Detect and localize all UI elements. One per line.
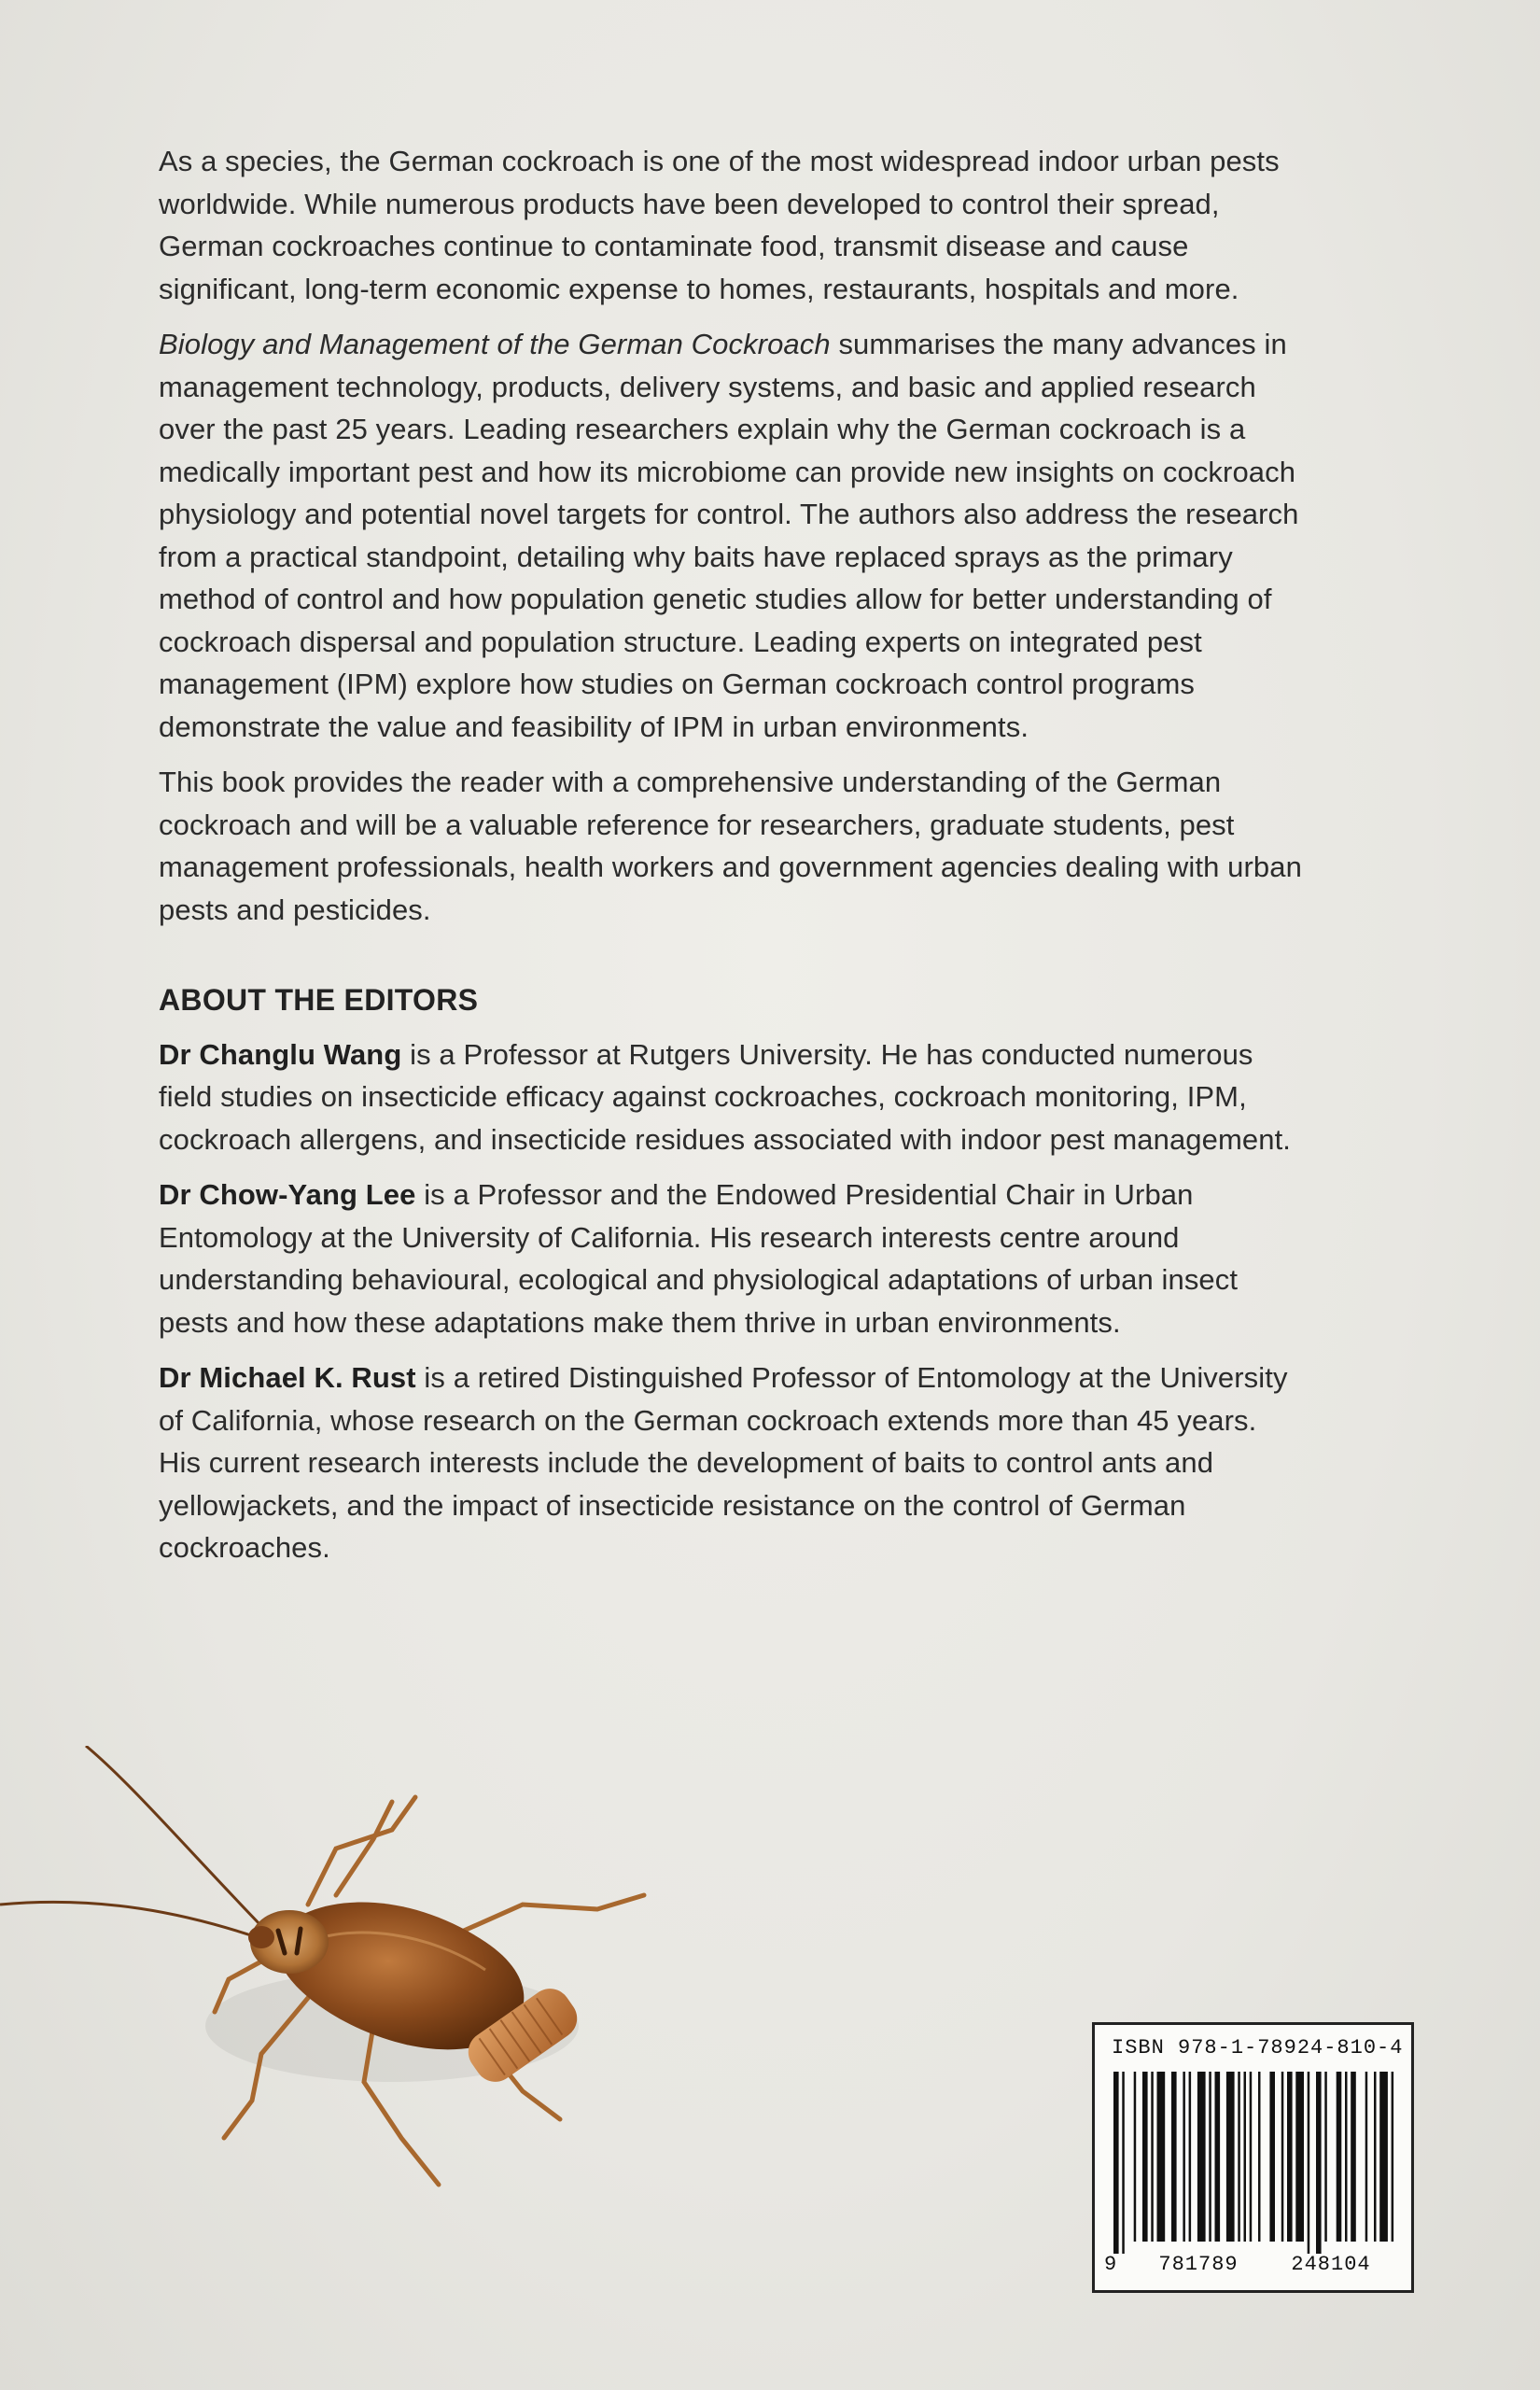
editor-bio xyxy=(159,1033,1307,1161)
barcode-bar xyxy=(1151,2072,1154,2242)
editor-name: Dr Chow-Yang Lee xyxy=(159,1178,416,1211)
barcode-bar xyxy=(1250,2072,1253,2242)
barcode-bar xyxy=(1209,2072,1211,2242)
barcode-bar xyxy=(1345,2072,1348,2242)
barcode-bar xyxy=(1238,2072,1240,2242)
isbn-label: ISBN 978-1-78924-810-4 xyxy=(1112,2036,1404,2060)
barcode-digits xyxy=(1104,2253,1397,2276)
barcode-bar xyxy=(1379,2072,1388,2242)
back-cover-text xyxy=(159,140,1307,1582)
barcode-bar xyxy=(1215,2072,1221,2242)
cockroach-illustration xyxy=(0,1746,672,2269)
barcode-bar xyxy=(1183,2072,1185,2242)
barcode-bar xyxy=(1142,2072,1148,2242)
blurb-paragraph-2-body: summarises the many advances in management technology, products, delivery systems, and basic and applied research over the past 25 years. Leading researchers explain why the German cockroach is a medically important pest and how its microbiome can provide new insights on cockroach physiology and potential novel targets for control. The authors also address the research from a practical standpoint, detailing why baits have replaced sprays as the primary method of control and how population genetic studies allow for better understanding of cockroach dispersal and population structure. Leading experts on integrated pest management (IPM) explore how studies on German cockroach control programs demonstrate the value and feasibility of IPM in urban environments. xyxy=(159,328,1299,743)
barcode-bar xyxy=(1134,2072,1137,2242)
barcode-left-digits: 781789 xyxy=(1158,2253,1239,2276)
blurb-paragraph-1: As a species, the German cockroach is one of the most widespread indoor urban pests worldwide. While numerous products have been developed to control their spread, German cockroaches continue to contaminate food, transmit disease and cause significant, long-term economic expense to homes, restaurants, hospitals and more. xyxy=(159,145,1280,305)
barcode-bar xyxy=(1226,2072,1235,2242)
barcode-bar xyxy=(1316,2072,1322,2254)
barcode-bar xyxy=(1324,2072,1327,2242)
barcode-bar xyxy=(1365,2072,1368,2242)
barcode-bar xyxy=(1157,2072,1166,2242)
barcode-bar xyxy=(1295,2072,1304,2242)
blurb-paragraph-2 xyxy=(159,323,1307,748)
barcode-bar xyxy=(1351,2072,1356,2242)
isbn-barcode-box xyxy=(1092,2022,1414,2293)
barcode-bar xyxy=(1374,2072,1377,2242)
barcode-bar xyxy=(1392,2072,1394,2242)
barcode-lead-digit: 9 xyxy=(1104,2253,1117,2276)
editor-bio xyxy=(159,1357,1307,1569)
barcode-bar xyxy=(1308,2072,1310,2254)
barcode-bar xyxy=(1122,2072,1125,2254)
barcode-bar xyxy=(1281,2072,1284,2242)
barcode-bar xyxy=(1258,2072,1261,2242)
barcode-bar xyxy=(1171,2072,1177,2242)
editor-name: Dr Changlu Wang xyxy=(159,1037,402,1071)
barcode-bar xyxy=(1337,2072,1342,2242)
barcode-bar xyxy=(1269,2072,1275,2242)
barcode-bar xyxy=(1197,2072,1206,2242)
editor-description: is a Professor at Rutgers University. He has conducted numerous field studies on insecticide efficacy against cockroaches, cockroach monitoring, IPM, cockroach allergens, and insecticide residues associated with indoor pest management. xyxy=(159,1037,1292,1156)
barcode-bar xyxy=(1189,2072,1192,2242)
barcode-bar xyxy=(1287,2072,1293,2242)
blurb-paragraph-3: This book provides the reader with a comprehensive understanding of the German cockroach and will be a valuable reference for researchers, graduate students, pest management professionals, health workers and government agencies dealing with urban pests and pesticides. xyxy=(159,766,1302,926)
editor-name: Dr Michael K. Rust xyxy=(159,1361,416,1394)
barcode-bar xyxy=(1244,2072,1247,2242)
barcode xyxy=(1108,2072,1401,2254)
book-title: Biology and Management of the German Cockroach xyxy=(159,328,831,360)
editor-bio xyxy=(159,1174,1307,1343)
editors-heading: ABOUT THE EDITORS xyxy=(159,983,479,1017)
editor-description: is a retired Distinguished Professor of Entomology at the University of California, whose research on the German cockroach extends more than 45 years. His current research interests include the development of baits to control ants and yellowjackets, and the impact of insecticide resistance on the control of German cockroaches. xyxy=(159,1361,1288,1564)
editor-description: is a Professor and the Endowed Presidential Chair in Urban Entomology at the University of California. His research interests centre around understanding behavioural, ecological and physiological adaptations of urban insect pests and how these adaptations make them thrive in urban environments. xyxy=(159,1178,1239,1339)
barcode-bar xyxy=(1113,2072,1119,2254)
barcode-right-digits: 248104 xyxy=(1291,2253,1371,2276)
